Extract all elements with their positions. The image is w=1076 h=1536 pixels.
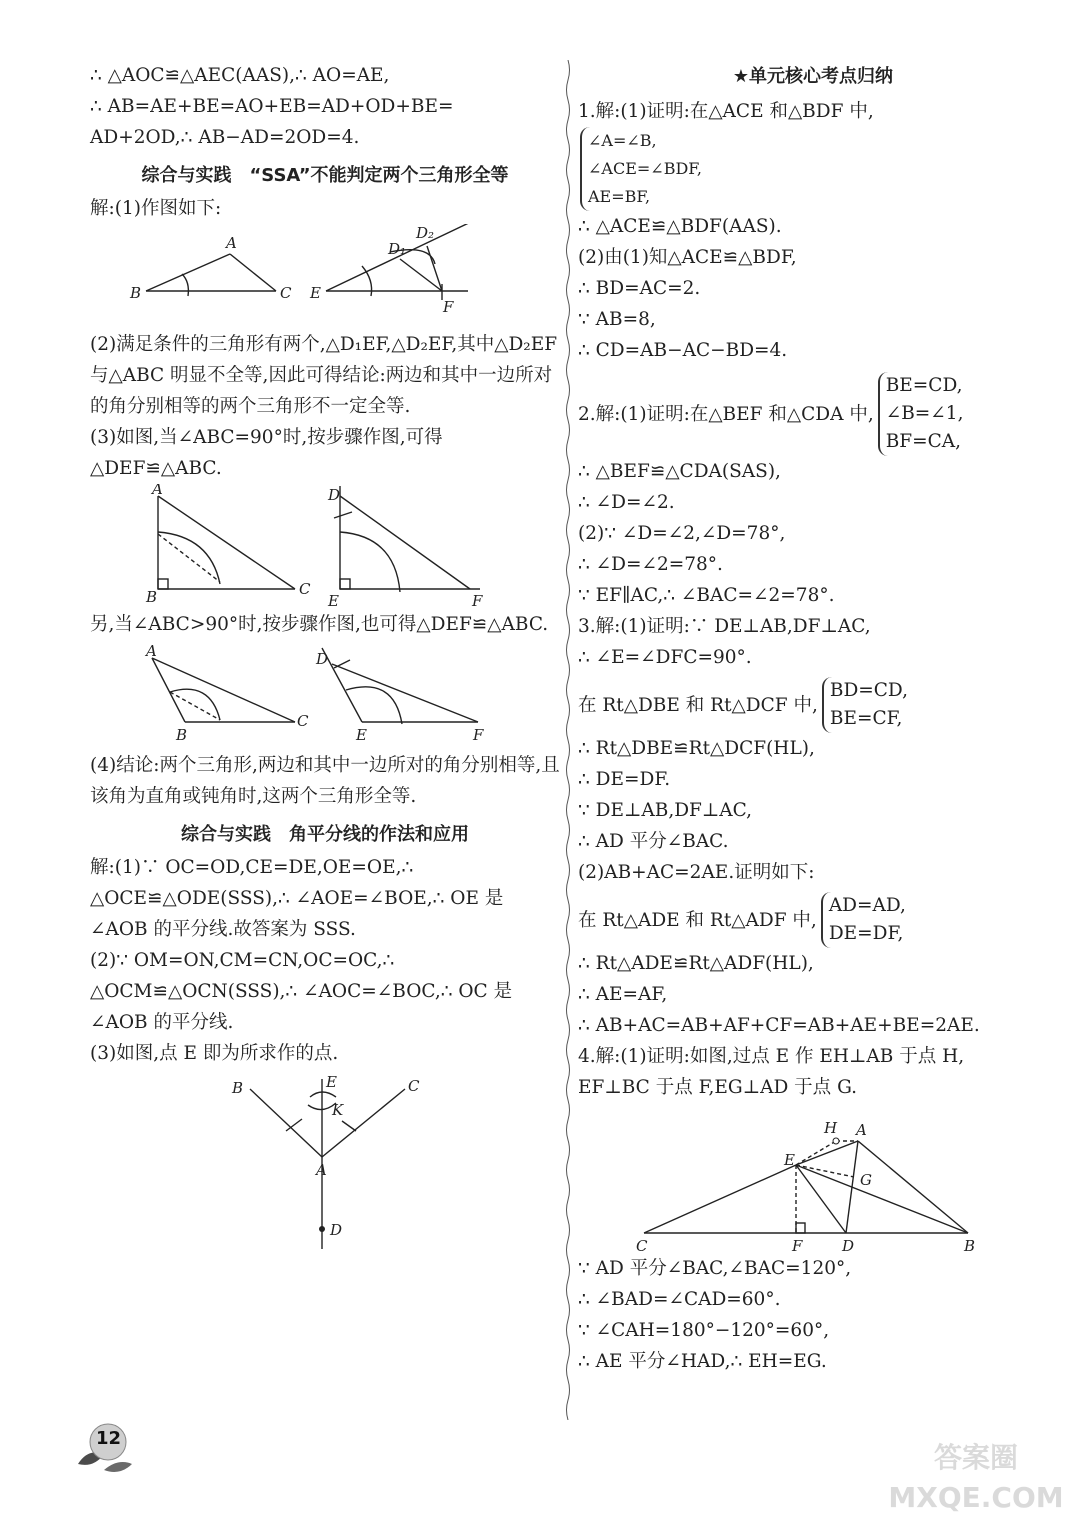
- text-line: 4.解:(1)证明:如图,过点 E 作 EH⊥AB 于点 H,: [578, 1046, 965, 1067]
- text-line: ∴ Rt△DBE≌Rt△DCF(HL),: [578, 738, 815, 759]
- paragraph: (3)如图,点 E 即为所求作的点.: [90, 1043, 339, 1064]
- point-label: E: [328, 592, 339, 609]
- equation-system: [580, 127, 702, 211]
- text-line: ∵ EF∥AC,∴ ∠BAC=∠2=78°.: [578, 585, 835, 606]
- watermark: [886, 1438, 1066, 1528]
- paragraph: (2)满足条件的三角形有两个,△D₁EF,△D₂EF,其中△D₂EF 与△ABC 明显不全等,因此可得结论:两边和其中一边所对的角分别相等的两个三角形不一定全等.: [90, 334, 558, 417]
- system-line: BE=CF,: [829, 708, 903, 729]
- text-line: ∴ △AOC≌△AEC(AAS),∴ AO=AE,: [90, 65, 390, 86]
- text-line: ∴ AD 平分∠BAC.: [578, 831, 729, 852]
- section-title-ssa: 综合与实践 “SSA”不能判定两个三角形全等: [141, 165, 509, 186]
- text-line: ∴ BD=AC=2.: [578, 278, 701, 299]
- text-line-with-system: [578, 677, 1048, 733]
- point-label: D₁: [388, 240, 407, 258]
- point-label: F: [443, 298, 454, 316]
- left-column: [90, 60, 560, 1259]
- page-number-badge: [74, 1418, 134, 1474]
- point-label: C: [299, 580, 311, 598]
- point-label: D: [328, 486, 341, 504]
- text-line: ∴ △ACE≌△BDF(AAS).: [578, 216, 782, 237]
- column-divider: [565, 60, 571, 1420]
- paragraph: (3)如图,当∠ABC=90°时,按步骤作图,可得△DEF≌△ABC.: [90, 427, 443, 479]
- point-label: D: [330, 1221, 343, 1239]
- text-line: 1.解:(1)证明:在△ACE 和△BDF 中,: [578, 101, 874, 122]
- right-column: [578, 60, 1048, 1377]
- text-line: ∴ AB=AE+BE=AO+EB=AD+OD+BE=: [90, 96, 454, 117]
- text-line: ∴ ∠D=∠2.: [578, 492, 675, 513]
- point-label: B: [232, 1079, 244, 1097]
- system-line: DE=DF,: [828, 923, 904, 944]
- text-line: (2)∵ ∠D=∠2,∠D=78°,: [578, 523, 786, 544]
- point-label: B: [130, 284, 142, 302]
- text-line-with-system: [578, 372, 1048, 456]
- text-line-with-system: [578, 892, 1048, 948]
- text-line: ∴ △BEF≌△CDA(SAS),: [578, 461, 781, 482]
- paragraph: 解:(1)作图如下:: [90, 198, 222, 219]
- text-line: (2)AB+AC=2AE.证明如下:: [578, 862, 815, 883]
- watermark-text: 答案圈 MXQE.COM: [888, 1441, 1064, 1514]
- system-line: BF=CA,: [885, 431, 962, 452]
- section-title-core: ★单元核心考点归纳: [732, 66, 894, 87]
- point-label: A: [152, 484, 163, 498]
- text-line: ∴ DE=DF.: [578, 769, 671, 790]
- system-line: BD=CD,: [829, 680, 908, 701]
- text-line: ∵ DE⊥AB,DF⊥AC,: [578, 800, 753, 821]
- text-line: ∵ ∠CAH=180°−120°=60°,: [578, 1320, 830, 1341]
- point-label: C: [280, 284, 292, 302]
- text-line: ∵ AB=8,: [578, 309, 656, 330]
- figure-right-angle-case: [90, 484, 560, 609]
- paragraph: (4)结论:两个三角形,两边和其中一边所对的角分别相等,且该角为直角或钝角时,这两个三角形全等.: [90, 755, 560, 807]
- point-label: F: [792, 1237, 803, 1253]
- figure-q4-triangle: [578, 1103, 1048, 1253]
- point-label: A: [146, 642, 157, 660]
- text-line: AD+2OD,∴ AB−AD=2OD=4.: [90, 127, 360, 148]
- point-label: B: [964, 1237, 976, 1253]
- text-line: ∴ ∠D=∠2=78°.: [578, 554, 723, 575]
- text-line: ∴ AE 平分∠HAD,∴ EH=EG.: [578, 1351, 827, 1372]
- point-label: B: [176, 726, 188, 744]
- text-line: (2)由(1)知△ACE≌△BDF,: [578, 247, 797, 268]
- text-line: 2.解:(1)证明:在△BEF 和△CDA 中,: [578, 403, 874, 425]
- figure-ssa-construction: [90, 224, 560, 329]
- system-line: ∠B=∠1,: [885, 403, 964, 424]
- point-label: A: [856, 1121, 867, 1139]
- point-label: F: [472, 592, 483, 609]
- point-label: C: [408, 1077, 420, 1095]
- text-line: EF⊥BC 于点 F,EG⊥AD 于点 G.: [578, 1077, 858, 1098]
- point-label: B: [146, 588, 158, 606]
- paragraph: 另,当∠ABC>90°时,按步骤作图,也可得△DEF≌△ABC.: [90, 614, 549, 635]
- point-label: E: [356, 726, 367, 744]
- point-label: G: [860, 1171, 872, 1189]
- point-label: E: [326, 1073, 337, 1091]
- point-label: C: [297, 712, 309, 730]
- text-line: ∴ CD=AB−AC−BD=4.: [578, 340, 788, 361]
- page-number: 12: [96, 1428, 122, 1449]
- figure-obtuse-angle-case: [90, 640, 560, 750]
- point-label: H: [824, 1119, 838, 1137]
- system-line: ∠A=∠B,: [588, 131, 657, 150]
- point-label: K: [332, 1101, 344, 1119]
- point-label: E: [784, 1151, 795, 1169]
- text-line: ∴ Rt△ADE≌Rt△ADF(HL),: [578, 953, 814, 974]
- paragraph: (2)∵ OM=ON,CM=CN,OC=OC,∴ △OCM≌△OCN(SSS),∴ ∠AOC=∠BOC,∴ OC 是∠AOB 的平分线.: [90, 950, 513, 1033]
- text-line: ∴ ∠E=∠DFC=90°.: [578, 647, 752, 668]
- point-label: F: [473, 726, 484, 744]
- point-label: A: [226, 234, 237, 252]
- text-line: ∵ AD 平分∠BAC,∠BAC=120°,: [578, 1258, 852, 1279]
- point-label: D₂: [416, 224, 435, 242]
- system-line: AD=AD,: [828, 895, 906, 916]
- section-title-bisector: 综合与实践 角平分线的作法和应用: [181, 824, 469, 845]
- paragraph: 解:(1)∵ OC=OD,CE=DE,OE=OE,∴ △OCE≌△ODE(SSS),∴ ∠AOE=∠BOE,∴ OE 是∠AOB 的平分线.故答案为 SSS.: [90, 857, 504, 940]
- text-line: 在 Rt△DBE 和 Rt△DCF 中,: [578, 694, 818, 716]
- text-line: ∴ ∠BAD=∠CAD=60°.: [578, 1289, 781, 1310]
- point-label: D: [316, 650, 329, 668]
- point-label: C: [636, 1237, 648, 1253]
- system-line: BE=CD,: [885, 375, 963, 396]
- text-line: ∴ AB+AC=AB+AF+CF=AB+AE+BE=2AE.: [578, 1015, 980, 1036]
- equation-system: [822, 677, 908, 733]
- point-label: E: [310, 284, 321, 302]
- equation-system: [878, 372, 964, 456]
- point-label: A: [316, 1161, 327, 1179]
- figure-bisector-construction: [90, 1069, 560, 1259]
- system-line: ∠ACE=∠BDF,: [588, 159, 702, 178]
- point-label: D: [842, 1237, 855, 1253]
- text-line: ∴ AE=AF,: [578, 984, 668, 1005]
- equation-system: [821, 892, 906, 948]
- text-line: 3.解:(1)证明:∵ DE⊥AB,DF⊥AC,: [578, 616, 871, 637]
- text-line: 在 Rt△ADE 和 Rt△ADF 中,: [578, 909, 817, 931]
- system-line: AE=BF,: [588, 187, 651, 206]
